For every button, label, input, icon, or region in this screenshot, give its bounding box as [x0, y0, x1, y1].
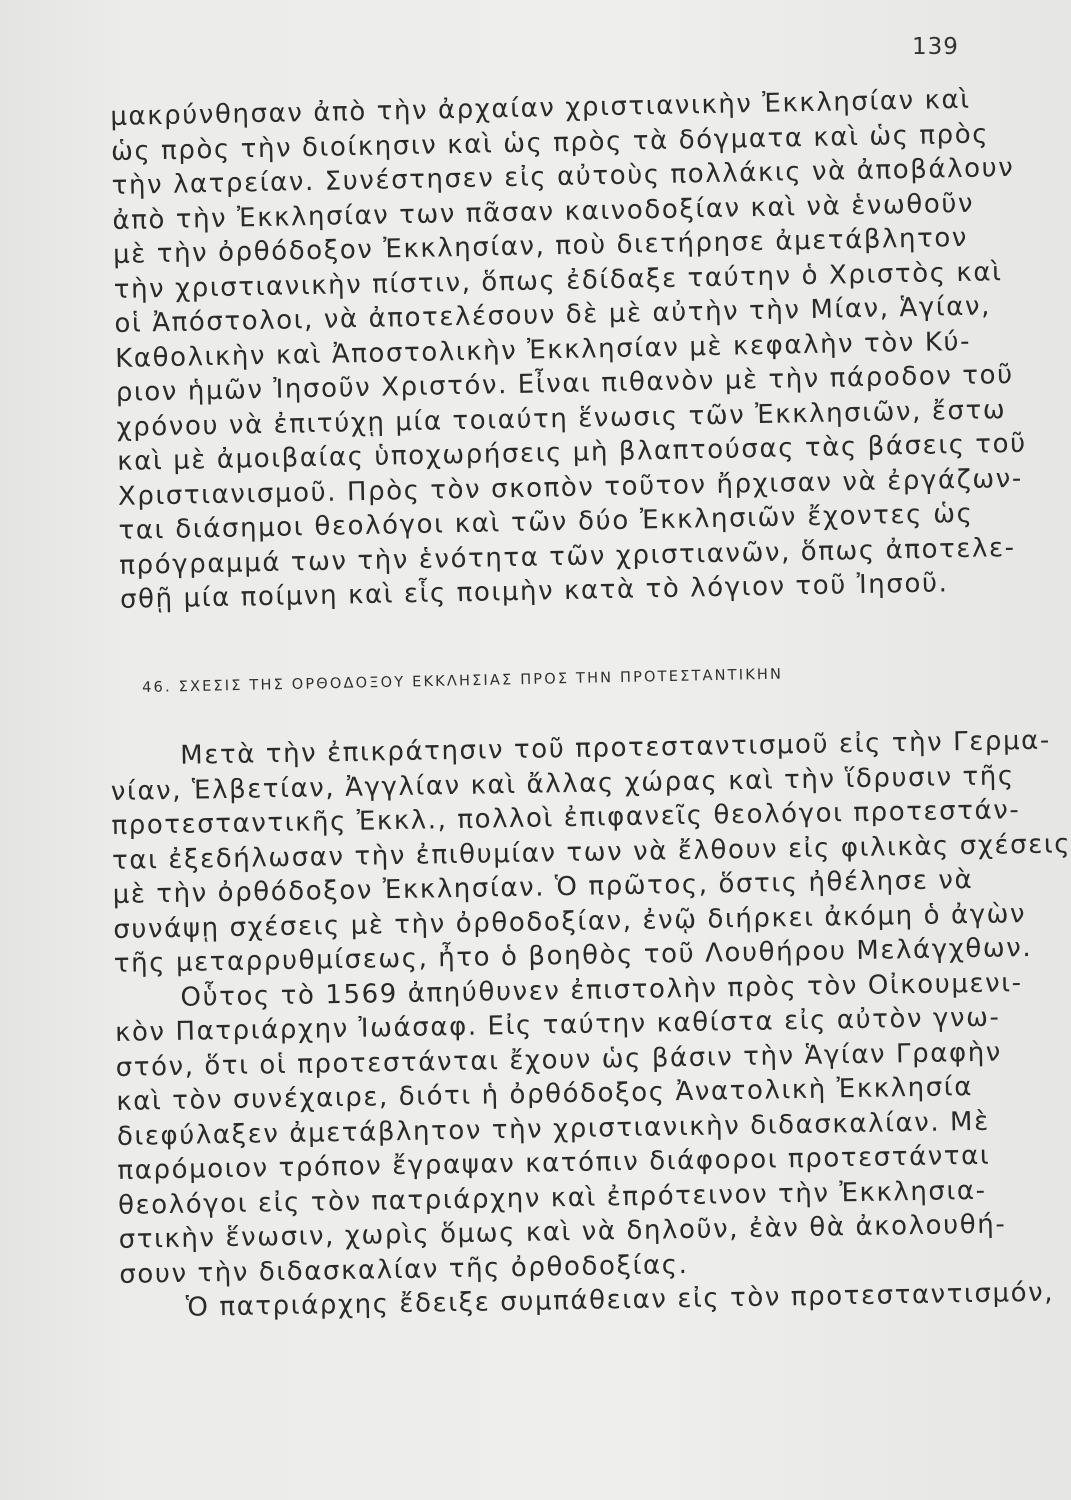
text-line: τῆς μεταρρυθμίσεως, ἦτο ὁ βοηθὸς τοῦ Λουθήρου Μελάγχθων.: [113, 932, 1033, 979]
text-line: στικὴν ἕνωσιν, χωρὶς ὅμως καὶ νὰ δηλοῦν, ἐὰν θὰ ἀκολουθή-: [118, 1209, 1007, 1255]
text-line: ἀπὸ τὴν Ἐκκλησίαν των πᾶσαν καινοδοξίαν καὶ νὰ ἑνωθοῦν: [112, 188, 975, 236]
text-line: τὴν χριστιανικὴν πίστιν, ὅπως ἐδίδαξε ταύτην ὁ Χριστὸς καὶ: [113, 256, 1003, 305]
text-line: ριον ἡμῶν Ἰησοῦν Χριστόν. Εἶναι πιθανὸν μὲ τὴν πάροδον τοῦ: [115, 359, 1015, 408]
text-line: Οὗτος τὸ 1569 ἀπηύθυνεν ἐπιστολὴν πρὸς τὸν Οἰκουμενι-: [180, 967, 1023, 1013]
text-line: καὶ μὲ ἀμοιβαίας ὑποχωρήσεις μὴ βλαπτούσας τὰς βάσεις τοῦ: [116, 428, 1028, 477]
text-line: μακρύνθησαν ἀπὸ τὴν ἀρχαίαν χριστιανικὴν Ἐκκλησίαν καὶ: [110, 84, 971, 132]
text-line: Μετὰ τὴν ἐπικράτησιν τοῦ προτεσταντισμοῦ εἰς τὴν Γερμα-: [180, 725, 1052, 771]
text-line: σουν τὴν διδασκαλίαν τῆς ὀρθοδοξίας.: [119, 1249, 689, 1290]
text-line: μὲ τὴν ὀρθόδοξον Ἐκκλησίαν. Ὁ πρῶτος, ὅστις ἠθέλησε νὰ: [112, 864, 974, 910]
section-body: [110, 725, 1071, 1326]
section-heading: 46. ΣΧΕΣΙΣ ΤΗΣ ΟΡΘΟΔΟΞΟΥ ΕΚΚΛΗΣΙΑΣ ΠΡΟΣ ΤΗΝ ΠΡΟΤΕΣΤΑΝΤΙΚΗΝ: [142, 666, 784, 696]
text-line: Καθολικὴν καὶ Ἀποστολικὴν Ἐκκλησίαν μὲ κεφαλὴν τὸν Κύ-: [114, 326, 972, 374]
text-line: ται διάσημοι θεολόγοι καὶ τῶν δύο Ἐκκλησιῶν ἔχοντες ὡς: [118, 498, 974, 546]
text-line: μὲ τὴν ὀρθόδοξον Ἐκκλησίαν, ποὺ διετήρησε ἀμετάβλητον: [112, 222, 969, 270]
text-line: συνάψῃ σχέσεις μὲ τὴν ὀρθοδοξίαν, ἐνῷ διήρκει ἀκόμη ὁ ἀγὼν: [113, 898, 1027, 945]
text-line: οἱ Ἀπόστολοι, νὰ ἀποτελέσουν δὲ μὲ αὐτὴν τὴν Μίαν, Ἁγίαν,: [114, 291, 992, 339]
paragraph-continued: [110, 83, 1028, 618]
text-line: ται ἐξεδήλωσαν τὴν ἐπιθυμίαν των νὰ ἔλθουν εἰς φιλικὰς σχέσεις: [111, 828, 1071, 876]
text-line: Ὁ πατριάρχης ἔδειξε συμπάθειαν εἰς τὸν προτεσταντισμόν,: [185, 1277, 1055, 1323]
text-line: παρόμοιον τρόπον ἔγραψαν κατόπιν διάφοροι προτεστάνται: [117, 1140, 991, 1186]
text-line: στόν, ὅτι οἱ προτεστάνται ἔχουν ὡς βάσιν τὴν Ἁγίαν Γραφὴν: [115, 1036, 1003, 1083]
text-line: καὶ τὸν συνέχαιρε, διότι ἡ ὀρθόδοξος Ἀνατολικὴ Ἐκκλησία: [116, 1071, 974, 1117]
text-line: σθῇ μία ποίμνη καὶ εἷς ποιμὴν κατὰ τὸ λόγιον τοῦ Ἰησοῦ.: [119, 568, 949, 615]
text-line: διεφύλαξεν ἀμετάβλητον τὴν χριστιανικὴν διδασκαλίαν. Μὲ: [116, 1106, 990, 1152]
text-line: θεολόγοι εἰς τὸν πατριάρχην καὶ ἐπρότεινον τὴν Ἐκκλησια-: [117, 1175, 987, 1221]
text-line: πρόγραμμά των τὴν ἑνότητα τῶν χριστιανῶν, ὅπως ἀποτελε-: [119, 532, 1016, 581]
text-line: τὴν λατρείαν. Συνέστησεν εἰς αὐτοὺς πολλάκις νὰ ἀποβάλουν: [111, 152, 1015, 201]
text-line: χρόνου νὰ ἐπιτύχῃ μία τοιαύτη ἕνωσις τῶν Ἐκκλησιῶν, ἔστω: [116, 394, 1007, 443]
text-line: Χριστιανισμοῦ. Πρὸς τὸν σκοπὸν τοῦτον ἤρχισαν νὰ ἐργάζων-: [117, 463, 1024, 512]
text-line: προτεσταντικῆς Ἐκκλ., πολλοὶ ἐπιφανεῖς θεολόγοι προτεστάν-: [111, 795, 1021, 841]
text-line: νίαν, Ἑλβετίαν, Ἀγγλίαν καὶ ἄλλας χώρας καὶ τὴν ἵδρυσιν τῆς: [110, 760, 1015, 807]
text-line: ὡς πρὸς τὴν διοίκησιν καὶ ὡς πρὸς τὰ δόγματα καὶ ὡς πρὸς: [110, 118, 990, 167]
page-number: 139: [912, 34, 959, 60]
text-line: κὸν Πατριάρχην Ἰωάσαφ. Εἰς ταύτην καθίστα εἰς αὐτὸν γνω-: [114, 1002, 1001, 1048]
